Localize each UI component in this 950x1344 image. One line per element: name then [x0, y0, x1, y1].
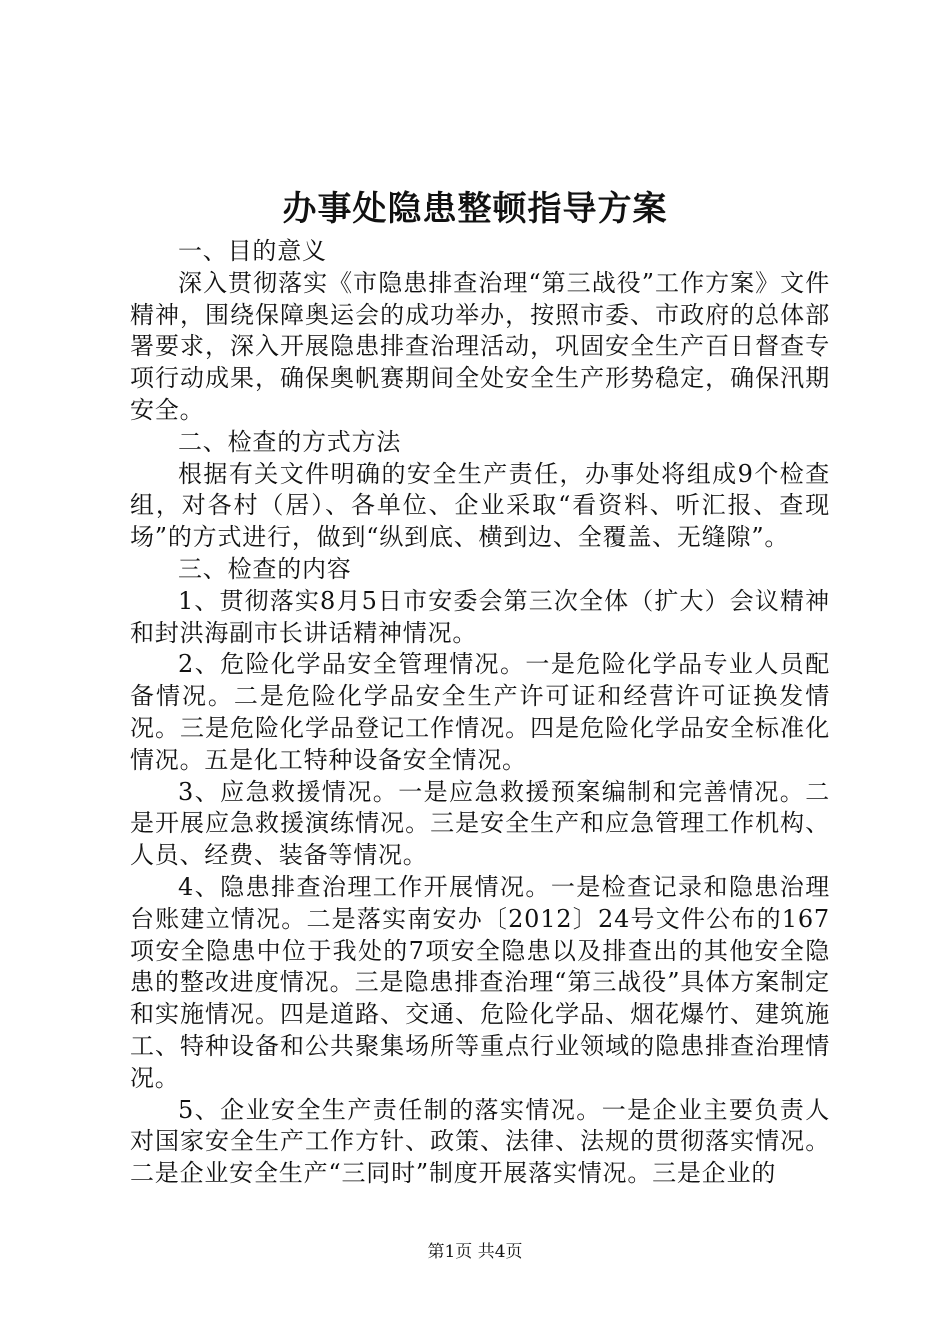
list-item: 2、危险化学品安全管理情况。一是危险化学品专业人员配备情况。二是危险化学品安全生产许可证和经营许可证换发情况。三是危险化学品登记工作情况。四是危险化学品安全标准化情况。五是化工特种设备安全情况。: [130, 650, 830, 774]
section-heading: 二、检查的方式方法: [178, 427, 402, 456]
page-number-footer: 第1页 共4页: [427, 1242, 523, 1262]
section-heading: 三、检查的内容: [178, 554, 352, 583]
list-item: 3、应急救援情况。一是应急救援预案编制和完善情况。二是开展应急救援演练情况。三是安全生产和应急管理工作机构、人员、经费、装备等情况。: [130, 777, 830, 870]
document-body: [130, 236, 830, 1190]
document-title: 办事处隐患整顿指导方案: [282, 189, 668, 229]
section-heading: 一、目的意义: [178, 237, 327, 265]
paragraph: 深入贯彻落实《市隐患排查治理“第三战役”工作方案》文件精神，围绕保障奥运会的成功举办，按照市委、市政府的总体部署要求，深入开展隐患排查治理活动，巩固安全生产百日督查专项行动成果，确保奥帆赛期间全处安全生产形势稳定，确保汛期安全。: [130, 268, 830, 424]
list-item: 1、贯彻落实8月5日市安委会第三次全体（扩大）会议精神和封洪海副市长讲话精神情况。: [130, 586, 830, 647]
list-item: 5、企业安全生产责任制的落实情况。一是企业主要负责人对国家安全生产工作方针、政策、法律、法规的贯彻落实情况。二是企业安全生产“三同时”制度开展落实情况。三是企业的: [130, 1095, 830, 1188]
paragraph: 根据有关文件明确的安全生产责任，办事处将组成9个检查组，对各村（居）、各单位、企业采取“看资料、听汇报、查现场”的方式进行，做到“纵到底、横到边、全覆盖、无缝隙”。: [130, 459, 830, 552]
list-item: 4、隐患排查治理工作开展情况。一是检查记录和隐患治理台账建立情况。二是落实南安办〔2012〕24号文件公布的167项安全隐患中位于我处的7项安全隐患以及排查出的其他安全隐患的整改进度情况。三是隐患排查治理“第三战役”具体方案制定和实施情况。四是道路、交通、危险化学品、烟花爆竹、建筑施工、特种设备和公共聚集场所等重点行业领域的隐患排查治理情况。: [130, 872, 830, 1092]
